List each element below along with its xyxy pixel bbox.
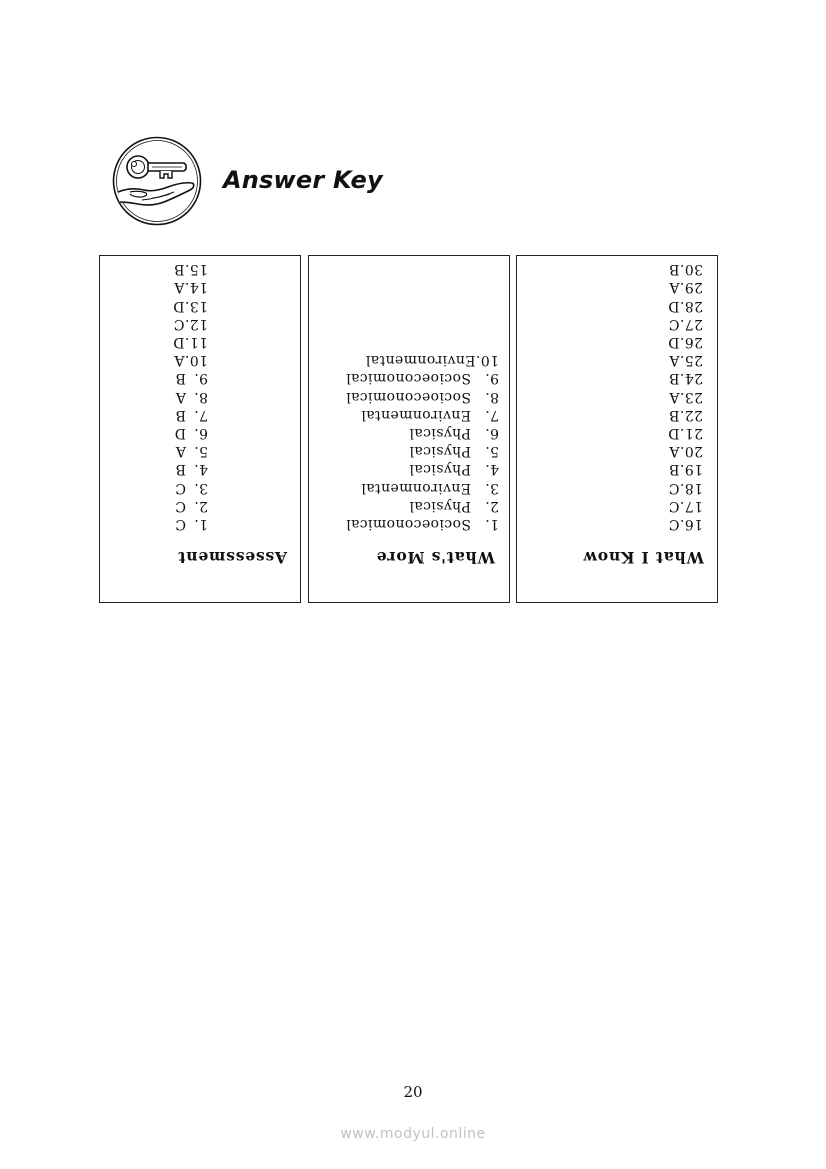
- list-item: 16.C: [668, 516, 703, 532]
- key-in-hand-icon: [112, 136, 202, 226]
- list-item: 21.D: [667, 424, 703, 441]
- list-item: 1.Socioeconomical: [345, 516, 499, 532]
- list-item: 9.Socioeconomical: [345, 370, 499, 387]
- list-item: 7.B: [175, 406, 208, 423]
- list-item: 29.A: [669, 279, 703, 296]
- list-item: 17.C: [668, 497, 703, 514]
- list-item: 13.D: [172, 297, 208, 314]
- list-item: 25.A: [669, 352, 703, 369]
- watermark: www.modyul.online: [340, 1126, 486, 1142]
- list-item: 5.Physical: [409, 443, 499, 460]
- list-item: 10.A: [174, 352, 208, 369]
- list-item: 23.A: [669, 388, 703, 405]
- assessment-heading: Assessment: [177, 548, 287, 567]
- list-item: 6.D: [174, 424, 208, 441]
- list-item: 2.C: [174, 497, 208, 514]
- list-item: 8.Socioeconomical: [345, 388, 499, 405]
- assessment-answer-box: [99, 255, 301, 603]
- list-item: 9.B: [175, 370, 208, 387]
- list-item: 22.B: [668, 406, 703, 423]
- what-i-know-answer-box: [516, 255, 718, 603]
- list-item: 4.B: [175, 461, 208, 478]
- list-item: 18.C: [668, 479, 703, 496]
- list-item: 1.C: [174, 516, 208, 532]
- list-item: 8.A: [175, 388, 208, 405]
- list-item: 5.A: [175, 443, 208, 460]
- list-item: 30.B: [668, 261, 703, 278]
- list-item: 4.Physical: [409, 461, 499, 478]
- list-item: 15.B: [173, 261, 208, 278]
- list-item: 3.C: [174, 479, 208, 496]
- page-title: Answer Key: [223, 166, 383, 194]
- what-i-know-heading: What I Know: [582, 548, 704, 567]
- page-number: 20: [403, 1083, 423, 1101]
- whats-more-heading: What's More: [375, 548, 495, 567]
- list-item: 6.Physical: [409, 424, 499, 441]
- whats-more-answer-box: [308, 255, 510, 603]
- list-item: 24.B: [668, 370, 703, 387]
- list-item: 19.B: [668, 461, 703, 478]
- list-item: 3.Environmental: [361, 479, 499, 496]
- list-item: 28.D: [667, 297, 703, 314]
- list-item: 7.Environmental: [361, 406, 499, 423]
- list-item: 26.D: [667, 333, 703, 350]
- what-i-know-answer-list: [668, 260, 703, 533]
- whats-more-answer-list: [346, 351, 499, 533]
- list-item: 11.D: [172, 333, 208, 350]
- list-item: 14.A: [174, 279, 208, 296]
- list-item: 27.C: [668, 315, 703, 332]
- list-item: 20.A: [669, 443, 703, 460]
- list-item: 2.Physical: [409, 497, 499, 514]
- list-item: 12.C: [173, 315, 208, 332]
- assessment-answer-list: [173, 260, 208, 533]
- list-item: 10.Environmental: [365, 352, 499, 369]
